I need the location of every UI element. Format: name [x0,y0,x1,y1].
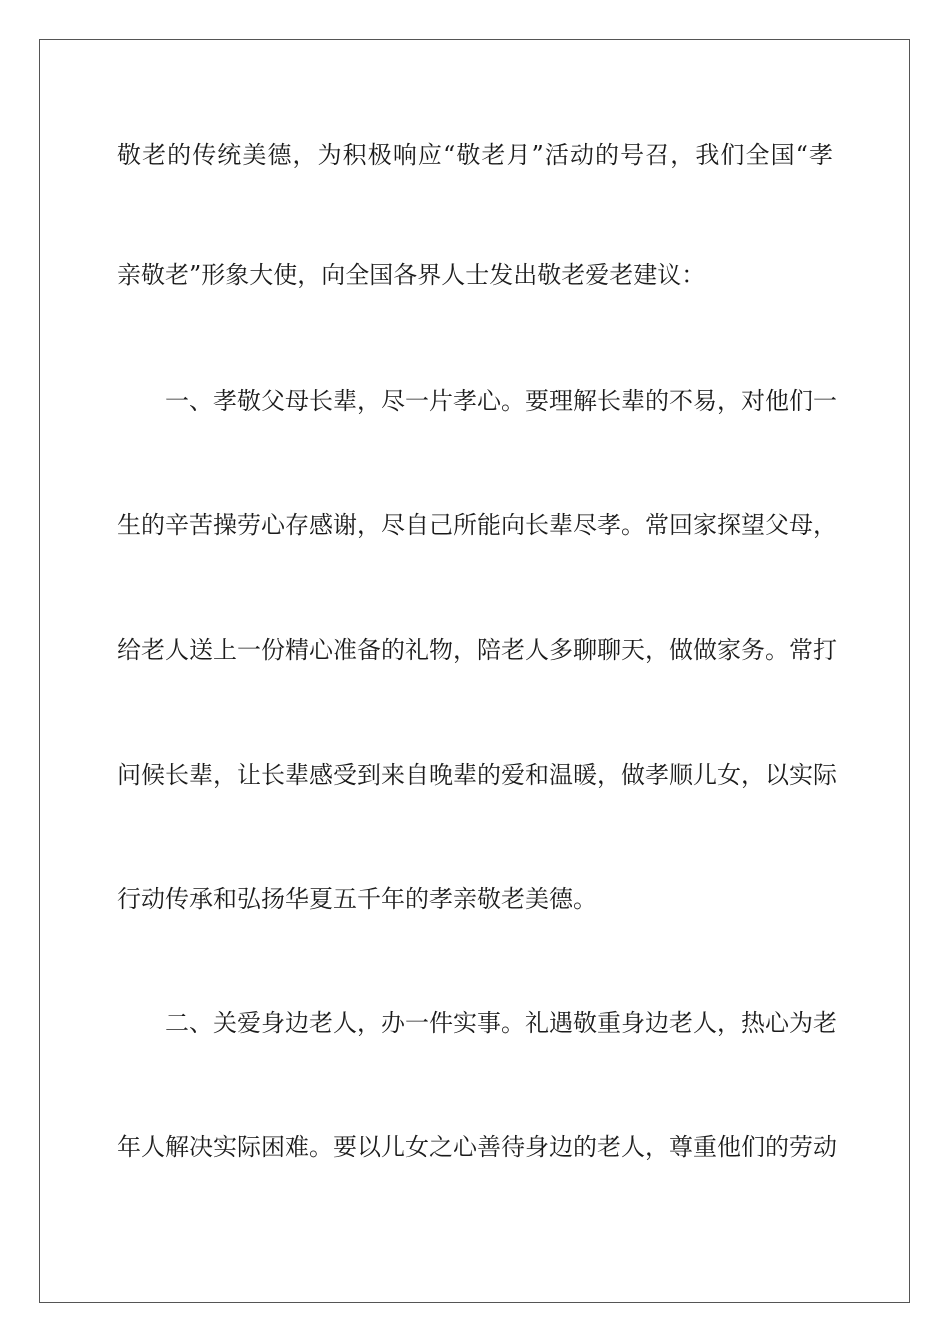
paragraph-1-line-5: 行动传承和弘扬华夏五千年的孝亲敬老美德。 [117,885,597,913]
paragraph-2-line-2: 年人解决实际困难。要以儿女之心善待身边的老人，尊重他们的劳动 [117,1133,837,1161]
paragraph-1-line-1: 一、孝敬父母长辈，尽一片孝心。要理解长辈的不易，对他们一 [165,387,837,415]
text-line-2: 亲敬老”形象大使，向全国各界人士发出敬老爱老建议： [117,261,706,289]
paragraph-1-line-2: 生的辛苦操劳心存感谢，尽自己所能向长辈尽孝。常回家探望父母， [117,511,837,539]
paragraph-1-line-3: 给老人送上一份精心准备的礼物，陪老人多聊聊天，做做家务。常打 [117,636,837,664]
text-line-1: 敬老的传统美德，为积极响应“敬老月”活动的号召，我们全国“孝 [117,141,833,169]
paragraph-2-line-1: 二、关爱身边老人，办一件实事。礼遇敬重身边老人，热心为老 [165,1009,837,1037]
paragraph-1-line-4: 问候长辈，让长辈感受到来自晚辈的爱和温暖，做孝顺儿女，以实际 [117,761,837,789]
page-border [39,39,910,1303]
